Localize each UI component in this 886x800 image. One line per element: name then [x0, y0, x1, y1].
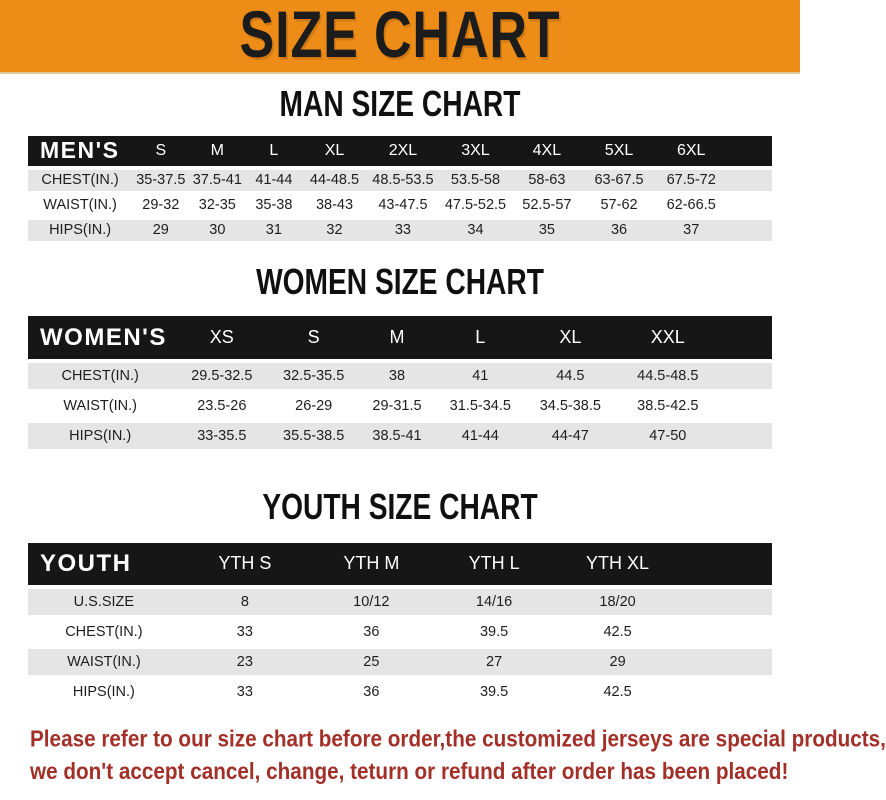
table-row: [28, 589, 772, 615]
table-cell: 44.5: [523, 363, 618, 389]
row-label: CHEST(IN.): [28, 619, 180, 645]
table-row: [28, 423, 772, 449]
filler-cell: [718, 393, 772, 419]
table-cell: 52.5-57: [512, 195, 583, 216]
table-cell: 25: [310, 649, 433, 675]
table-row: [28, 679, 772, 705]
table-cell: 38.5-42.5: [618, 393, 718, 419]
table-cell: 36: [310, 679, 433, 705]
table-cell: 41-44: [245, 170, 302, 191]
table-cell: 53.5-58: [439, 170, 511, 191]
table-cell: 35-37.5: [132, 170, 189, 191]
table-cell: 63-67.5: [582, 170, 656, 191]
table-title: MEN'S: [28, 136, 132, 166]
column-header: 4XL: [512, 136, 583, 166]
table-cell: 42.5: [555, 619, 679, 645]
table-cell: 32.5-35.5: [271, 363, 356, 389]
table-cell: 29-32: [132, 195, 189, 216]
table-cell: 41: [438, 363, 523, 389]
table-title: WOMEN'S: [28, 316, 172, 359]
disclaimer-line-1: Please refer to our size chart before order,the customized jerseys are special products,: [30, 724, 886, 752]
table-row: [28, 649, 772, 675]
order-disclaimer: [30, 723, 886, 788]
table-row: [28, 363, 772, 389]
table-cell: 44-47: [523, 423, 618, 449]
filler-cell: [680, 649, 772, 675]
table-cell: 58-63: [512, 170, 583, 191]
table-cell: 38.5-41: [356, 423, 438, 449]
column-header: S: [132, 136, 189, 166]
youth-size-table: [28, 539, 772, 709]
table-header-row: [28, 136, 772, 166]
table-cell: 48.5-53.5: [366, 170, 439, 191]
table-row: [28, 393, 772, 419]
table-cell: 39.5: [433, 679, 556, 705]
column-header: YTH L: [433, 543, 556, 585]
table-row: [28, 619, 772, 645]
filler-cell: [718, 423, 772, 449]
table-cell: 23.5-26: [172, 393, 271, 419]
filler-cell: [727, 220, 772, 241]
column-header: XL: [303, 136, 367, 166]
filler-cell: [718, 316, 772, 359]
column-header: M: [356, 316, 438, 359]
table-cell: 18/20: [555, 589, 679, 615]
column-header: S: [271, 316, 356, 359]
column-header: XXL: [618, 316, 718, 359]
table-cell: 38: [356, 363, 438, 389]
table-cell: 37.5-41: [189, 170, 245, 191]
table-cell: 23: [180, 649, 310, 675]
table-cell: 37: [656, 220, 727, 241]
table-cell: 31.5-34.5: [438, 393, 523, 419]
table-cell: 35-38: [245, 195, 302, 216]
row-label: WAIST(IN.): [28, 649, 180, 675]
men-size-table: [28, 132, 772, 245]
table-cell: 33: [180, 619, 310, 645]
row-label: CHEST(IN.): [28, 170, 132, 191]
size-chart-banner: [0, 0, 800, 74]
table-cell: 35: [512, 220, 583, 241]
row-label: HIPS(IN.): [28, 679, 180, 705]
column-header: M: [189, 136, 245, 166]
row-label: U.S.SIZE: [28, 589, 180, 615]
filler-cell: [727, 195, 772, 216]
table-cell: 27: [433, 649, 556, 675]
table-cell: 34: [439, 220, 511, 241]
disclaimer-line-2: we don't accept cancel, change, teturn or refund after order has been placed!: [30, 757, 789, 784]
banner-title: SIZE CHART: [239, 0, 561, 73]
filler-cell: [727, 136, 772, 166]
table-cell: 10/12: [310, 589, 433, 615]
table-cell: 8: [180, 589, 310, 615]
table-cell: 35.5-38.5: [271, 423, 356, 449]
table-header-row: [28, 543, 772, 585]
table-cell: 62-66.5: [656, 195, 727, 216]
youth-section-heading: YOUTH SIZE CHART: [262, 486, 538, 528]
table-cell: 33: [180, 679, 310, 705]
table-cell: 44-48.5: [303, 170, 367, 191]
table-cell: 33-35.5: [172, 423, 271, 449]
table-cell: 36: [310, 619, 433, 645]
table-cell: 32-35: [189, 195, 245, 216]
table-cell: 43-47.5: [366, 195, 439, 216]
column-header: L: [438, 316, 523, 359]
table-cell: 29: [555, 649, 679, 675]
table-cell: 29.5-32.5: [172, 363, 271, 389]
filler-cell: [718, 363, 772, 389]
column-header: XL: [523, 316, 618, 359]
table-cell: 67.5-72: [656, 170, 727, 191]
row-label: WAIST(IN.): [28, 393, 172, 419]
women-section-heading: WOMEN SIZE CHART: [256, 261, 544, 302]
column-header: 5XL: [582, 136, 656, 166]
table-cell: 57-62: [582, 195, 656, 216]
filler-cell: [727, 170, 772, 191]
column-header: 2XL: [366, 136, 439, 166]
table-cell: 47.5-52.5: [439, 195, 511, 216]
column-header: XS: [172, 316, 271, 359]
column-header: YTH XL: [555, 543, 679, 585]
man-section-heading: MAN SIZE CHART: [279, 83, 521, 125]
table-row: [28, 170, 772, 191]
table-cell: 42.5: [555, 679, 679, 705]
table-cell: 26-29: [271, 393, 356, 419]
table-cell: 30: [189, 220, 245, 241]
filler-cell: [680, 589, 772, 615]
column-header: 6XL: [656, 136, 727, 166]
row-label: CHEST(IN.): [28, 363, 172, 389]
filler-cell: [680, 679, 772, 705]
table-cell: 41-44: [438, 423, 523, 449]
women-size-table: [28, 312, 772, 453]
table-row: [28, 195, 772, 216]
table-cell: 47-50: [618, 423, 718, 449]
table-cell: 31: [245, 220, 302, 241]
row-label: WAIST(IN.): [28, 195, 132, 216]
table-cell: 39.5: [433, 619, 556, 645]
table-cell: 33: [366, 220, 439, 241]
table-row: [28, 220, 772, 241]
table-header-row: [28, 316, 772, 359]
table-cell: 36: [582, 220, 656, 241]
column-header: YTH S: [180, 543, 310, 585]
table-cell: 34.5-38.5: [523, 393, 618, 419]
column-header: YTH M: [310, 543, 433, 585]
filler-cell: [680, 619, 772, 645]
table-cell: 38-43: [303, 195, 367, 216]
table-cell: 44.5-48.5: [618, 363, 718, 389]
filler-cell: [680, 543, 772, 585]
row-label: HIPS(IN.): [28, 220, 132, 241]
column-header: 3XL: [439, 136, 511, 166]
table-cell: 29-31.5: [356, 393, 438, 419]
table-cell: 14/16: [433, 589, 556, 615]
table-cell: 29: [132, 220, 189, 241]
column-header: L: [245, 136, 302, 166]
table-cell: 32: [303, 220, 367, 241]
row-label: HIPS(IN.): [28, 423, 172, 449]
table-title: YOUTH: [28, 543, 180, 585]
